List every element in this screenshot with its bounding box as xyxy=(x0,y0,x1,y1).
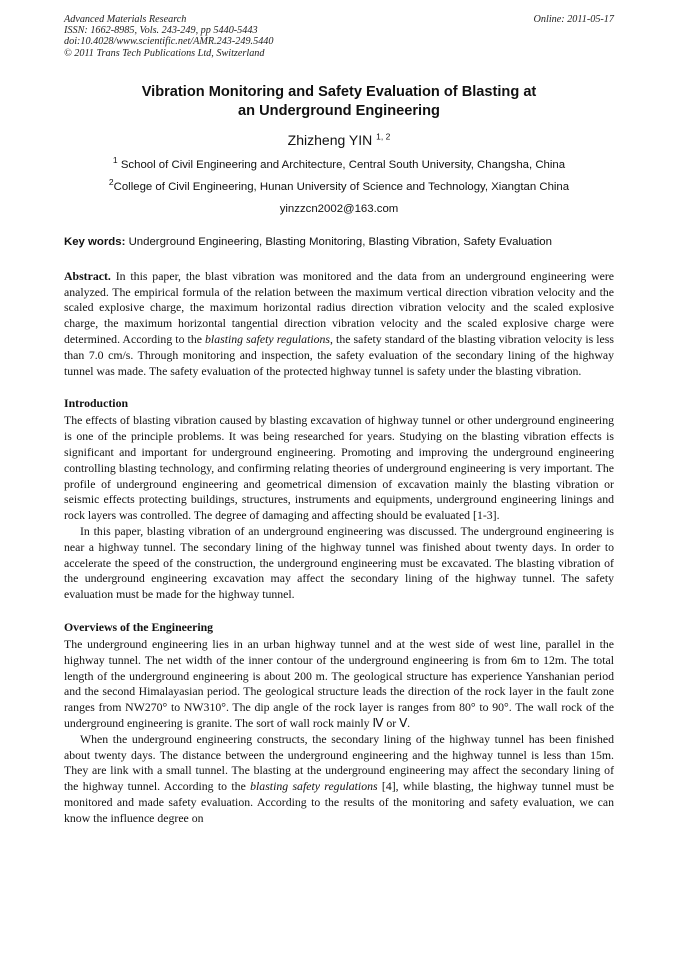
overview-paragraph-2 xyxy=(64,732,614,827)
overview-section xyxy=(64,637,614,827)
online-date: Online: 2011-05-17 xyxy=(533,14,614,25)
journal-header xyxy=(64,14,614,59)
abstract-label: Abstract. xyxy=(64,268,111,283)
affiliation-1 xyxy=(64,155,614,172)
affiliation-2-text: College of Civil Engineering, Hunan University of Science and Technology, Xiangtan China xyxy=(113,180,570,193)
overview-paragraph-2-italic: blasting safety regulations xyxy=(250,779,378,794)
author-affiliation-marks: 1, 2 xyxy=(376,131,391,142)
doi-line: doi:10.4028/www.scientific.net/AMR.243-249.5440 xyxy=(64,36,274,48)
copyright-line: © 2011 Trans Tech Publications Ltd, Switzerland xyxy=(64,47,265,59)
title-line-1: Vibration Monitoring and Safety Evaluation of Blasting at xyxy=(141,83,537,100)
overview-paragraph-1: The underground engineering lies in an urban highway tunnel and at the west side of west line, parallel in the highway tunnel. The net width of the inner contour of the underground engineering is from 6m to 12m. The total length of the underground engineering is about 200 m. The geological structure has experience Yanshanian period and the second Himalayasian period. The geological structure leads the direction of the rock layer in the fault zone ranges from NW270° to NW310°. The dip angle of the rock layer is ranges from 80° to 90°. The wall rock of the underground engineering is granite. The sort of wall rock mainly Ⅳ or Ⅴ. xyxy=(64,636,614,730)
affiliation-1-text: School of Civil Engineering and Architecture, Central South University, Changsha, China xyxy=(120,158,566,171)
affiliation-1-mark: 1 xyxy=(112,155,118,166)
affiliation-2-mark: 2 xyxy=(108,177,114,188)
overview-heading: Overviews of the Engineering xyxy=(64,619,214,634)
abstract-text-1: In this paper, the blast vibration was monitored and the data from an underground engineering were analyzed. The empirical formula of the relation between the maximum vertical direction vibration velocity and the scaled explosive charge, the maximum horizontal radius direction vibration velocity and the scaled explosive charge, the maximum horizontal tangential direction vibration velocity and the scaled explosive charge were determined. According to the xyxy=(64,268,615,346)
abstract-text-2: , the safety standard of the blasting vibration velocity is less than 7.0 cm/s. Through monitoring and inspection, the safety evaluation of the secondary lining of the highway tunnel was made. The safety evaluation of the protected highway tunnel is safety under the blasting vibration. xyxy=(64,332,614,378)
introduction-paragraph-1: The effects of blasting vibration caused by blasting excavation of highway tunnel or other underground engineering is one of the principle problems. It was being researched for years. Studying on the blasting vibration effects is significant and important for underground engineering. Promoting and improving the underground engineering controlling blasting technology, and confirming relating theories of underground engineering is very important. The profile of underground engineering and geometrical dimension of excavation mainly the blasting vibration or seismic effects protecting buildings, structures, instruments and equipments, underground engineering linings and rock layers was controlled. The degree of damaging and affecting should be evaluated [1-3]. xyxy=(64,413,614,523)
paper-title xyxy=(64,83,614,121)
introduction-heading: Introduction xyxy=(64,396,129,411)
keywords-label: Key words: xyxy=(64,235,126,248)
keywords-text: Underground Engineering, Blasting Monitoring, Blasting Vibration, Safety Evaluation xyxy=(128,235,552,248)
affiliation-2 xyxy=(64,177,614,194)
introduction-section xyxy=(64,413,614,603)
overview-paragraph-2-text-2: [4], while blasting, the highway tunnel must be monitored and made safety evaluation. According to the results of the monitoring and safety evaluation, we can know the influence degree on xyxy=(64,779,614,825)
author-name: Zhizheng YIN xyxy=(287,131,373,148)
journal-name: Advanced Materials Research xyxy=(64,14,187,25)
overview-paragraph-2-text-1: When the underground engineering constructs, the secondary lining of the highway tunnel has been finished about twenty days. The distance between the underground engineering and the highway tunnel is less than 15m. They are link with a small tunnel. The blasting at the underground engineering may affect the secondary lining of the highway tunnel. According to the xyxy=(64,731,614,794)
introduction-paragraph-2: In this paper, blasting vibration of an underground engineering was discussed. The underground engineering is near a highway tunnel. The secondary lining of the highway tunnel was finished about twenty days. In order to accelerate the speed of the construction, the underground engineering must be excavated. The blasting vibration of the underground engineering excavation may affect the secondary lining of the highway tunnel. The safety evaluation must be made for the highway tunnel. xyxy=(64,523,614,602)
abstract xyxy=(64,269,614,380)
title-line-2: an Underground Engineering xyxy=(238,102,440,119)
issn-line: ISSN: 1662-8985, Vols. 243-249, pp 5440-5443 xyxy=(64,25,258,37)
author xyxy=(64,131,614,149)
keywords xyxy=(64,235,614,249)
abstract-italic: blasting safety regulations xyxy=(205,332,331,346)
author-email: yinzzcn2002@163.com xyxy=(279,202,399,215)
